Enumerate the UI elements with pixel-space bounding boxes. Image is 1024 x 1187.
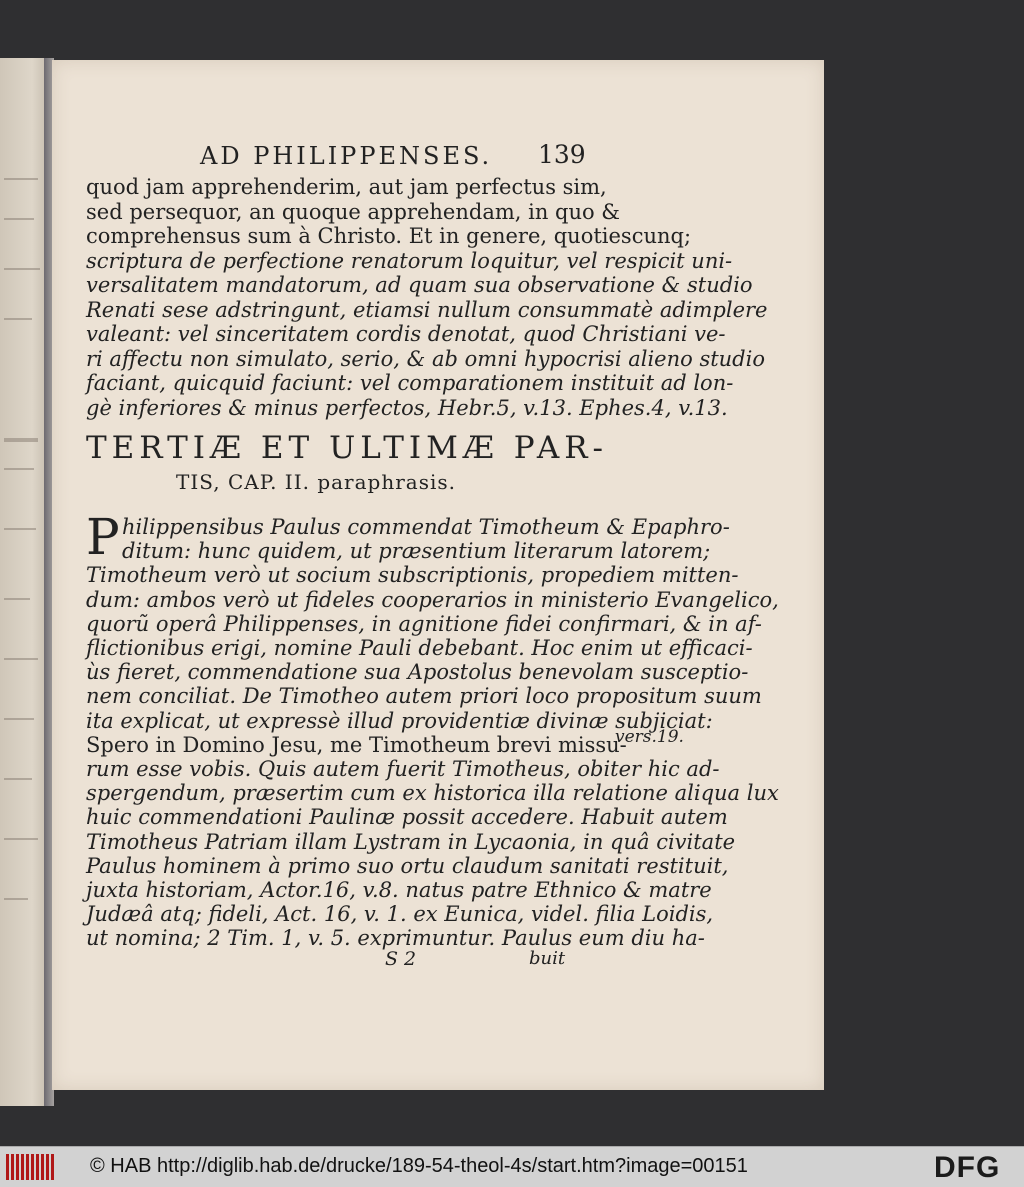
section-heading-line1: TERTIÆ ET ULTIMÆ PAR-: [86, 430, 609, 466]
book-page: [52, 60, 824, 1090]
copyright-credit[interactable]: © HAB http://diglib.hab.de/drucke/189-54-theol-4s/start.htm?image=00151: [90, 1155, 748, 1177]
running-head: AD PHILIPPENSES.: [200, 142, 493, 170]
text-line: comprehensus sum à Christo. Et in genere, quotiescunq;: [86, 224, 692, 248]
text-line: ita explicat, ut expressè illud providentiæ divinæ subjiciat:: [86, 708, 713, 733]
text-line: versalitatem mandatorum, ad quam sua observatione & studio: [86, 273, 753, 297]
text-line: valeant: vel sinceritatem cordis denotat, quod Christiani ve-: [86, 322, 726, 346]
text-line: faciant, quicquid faciunt: vel comparationem instituit ad lon-: [86, 371, 734, 395]
text-line: ut nomina; 2 Tim. 1, v. 5. exprimuntur. Paulus eum diu ha-: [86, 926, 705, 951]
text-line: scriptura de perfectione renatorum loquitur, vel respicit uni-: [86, 248, 733, 273]
catchword: buit: [529, 948, 566, 969]
text-line: sed persequor, an quoque apprehendam, in quo &: [86, 199, 621, 224]
signature-mark: S 2: [385, 948, 417, 970]
text-line: Spero in Domino Jesu, me Timotheum brevi missu-: [86, 732, 627, 757]
previous-page-edge: [0, 58, 46, 1106]
text-line: ditum: hunc quidem, ut præsentium literarum latorem;: [122, 539, 711, 564]
text-line: Judæâ atq; fideli, Act. 16, v. 1. ex Eunica, videl. filia Loidis,: [86, 902, 714, 927]
text-line: quorũ operâ Philippenses, in agnitione fidei confirmari, & in af-: [86, 611, 762, 636]
text-line: rum esse vobis. Quis autem fuerit Timotheus, obiter hic ad-: [86, 757, 720, 781]
text-line: juxta historiam, Actor.16, v.8. natus patre Ethnico & matre: [86, 878, 712, 902]
text-line: dum: ambos verò ut fideles cooperarios in ministerio Evangelico,: [86, 587, 779, 612]
page-number: 139: [538, 140, 586, 169]
margin-note: vers.19.: [615, 727, 684, 747]
text-line: Renati sese adstringunt, etiamsi nullum consummatè adimplere: [86, 297, 768, 322]
text-line: huic commendationi Paulinæ possit accedere. Habuit autem: [86, 805, 728, 830]
text-line: gè inferiores & minus perfectos, Hebr.5, v.13. Ephes.4, v.13.: [86, 395, 728, 420]
barcode-icon: [6, 1154, 54, 1180]
footer-bar: [0, 1146, 1024, 1187]
drop-cap: P: [86, 508, 120, 566]
text-line: hilippensibus Paulus commendat Timotheum & Epaphro-: [122, 515, 730, 539]
text-line: quod jam apprehenderim, aut jam perfectus sim,: [86, 175, 607, 199]
page-text: [52, 60, 824, 1090]
text-line: flictionibus erigi, nomine Pauli debebant. Hoc enim ut efficaci-: [86, 636, 753, 660]
section-heading-line2: TIS, CAP. II. paraphrasis.: [176, 470, 456, 494]
text-line: nem conciliat. De Timotheo autem priori loco propositum suum: [86, 684, 762, 709]
text-line: Paulus hominem à primo suo ortu claudum sanitati restituit,: [86, 853, 729, 878]
dfg-logo: DFG: [934, 1151, 1001, 1184]
text-line: Timotheum verò ut socium subscriptionis, propediem mitten-: [86, 563, 739, 588]
text-line: ri affectu non simulato, serio, & ab omni hypocrisi alieno studio: [86, 346, 765, 371]
text-line: spergendum, præsertim cum ex historica illa relatione aliqua lux: [86, 781, 779, 806]
text-line: Timotheus Patriam illam Lystram in Lycaonia, in quâ civitate: [86, 829, 736, 854]
text-line: ùs fieret, commendatione sua Apostolus benevolam susceptio-: [86, 660, 749, 685]
